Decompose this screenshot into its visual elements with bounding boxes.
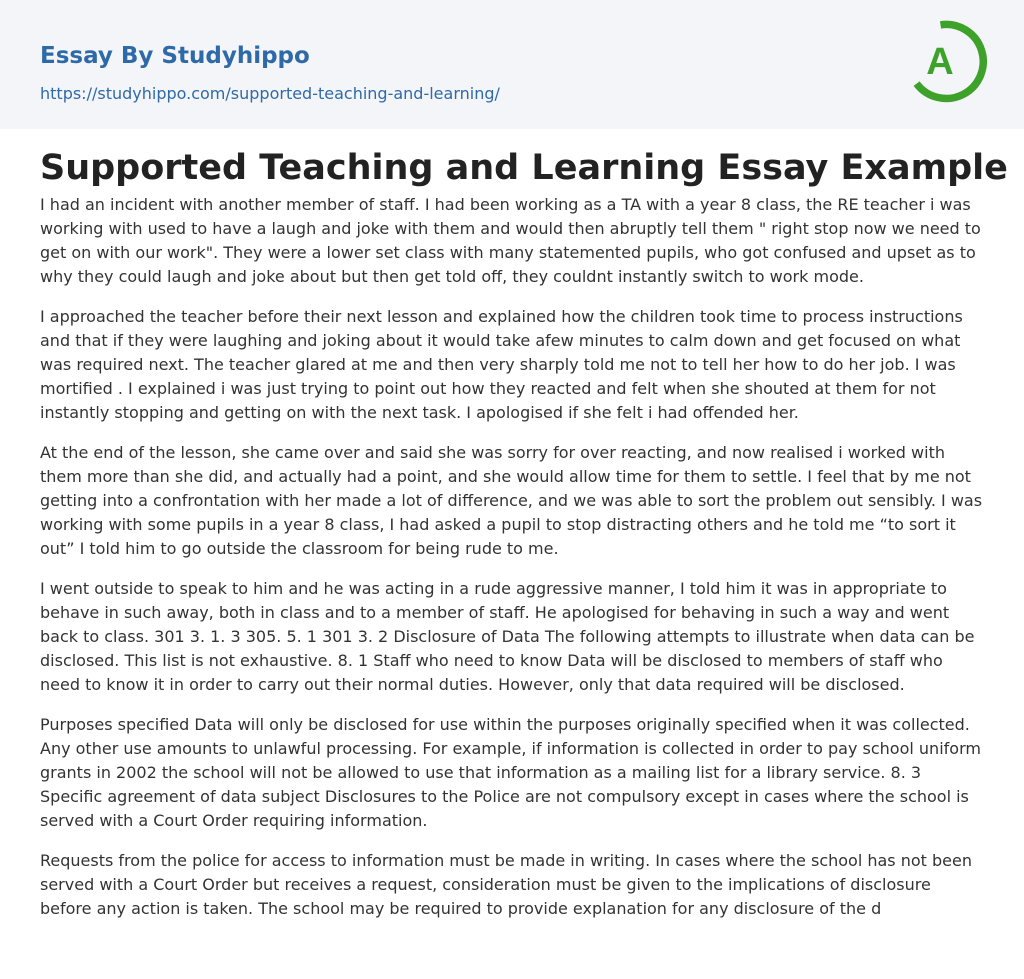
paragraph: Purposes specified Data will only be disclosed for use within the purposes originally specified when it was collected. Any other use amounts to unlawful processing. For example, if information is collected in order to pay school uniform grants in 2002 the school will not be allowed to use that information as a mailing list for a library service. 8. 3 Specific agreement of data subject Disclosures to the Police are not compulsory except in cases where the school is served with a Court Order requiring information. bbox=[40, 715, 981, 830]
paragraph: I approached the teacher before their next lesson and explained how the children took time to process instructions and that if they were laughing and joking about it would take afew minutes to calm down and get focused on what was required next. The teacher glared at me and then very sharply told me not to tell her how to do her job. I was mortified . I explained i was just trying to point out how they reacted and felt when she shouted at them for not instantly stopping and getting on with the next task. I apologised if she felt i had offended her. bbox=[40, 307, 963, 422]
paragraph: I went outside to speak to him and he was acting in a rude aggressive manner, I told him it was in appropriate to behave in such away, both in class and to a member of staff. He apologised for behaving in such a way and went back to class. 301 3. 1. 3 305. 5. 1 301 3. 2 Disclosure of Data The following attempts to illustrate when data can be disclosed. This list is not exhaustive. 8. 1 Staff who need to know Data will be disclosed to members of staff who need to know it in order to carry out their normal duties. However, only that data required will be disclosed. bbox=[40, 579, 975, 694]
logo-letter: A bbox=[926, 41, 954, 83]
studyhippo-logo-icon[interactable] bbox=[912, 19, 988, 105]
brand-title[interactable]: Essay By Studyhippo bbox=[40, 43, 310, 69]
paragraph: At the end of the lesson, she came over and said she was sorry for over reacting, and now realised i worked with them more than she did, and actually had a point, and she would allow time for them to settle. I feel that by me not getting into a confrontation with her made a lot of difference, and we was able to sort the problem out sensibly. I was working with some pupils in a year 8 class, I had asked a pupil to stop distracting others and he told me “to sort it out” I told him to go outside the classroom for being rude to me. bbox=[40, 443, 983, 558]
source-url-link[interactable]: https://studyhippo.com/supported-teaching-and-learning/ bbox=[40, 84, 500, 103]
paragraph: I had an incident with another member of staff. I had been working as a TA with a year 8 class, the RE teacher i was working with used to have a laugh and joke with them and would then abruptly tell them " right stop now we need to get on with our work". They were a lower set class with many statemented pupils, who got confused and upset as to why they could laugh and joke about but then get told off, they couldnt instantly switch to work mode. bbox=[40, 195, 981, 286]
page-title: Supported Teaching and Learning Essay Example bbox=[40, 148, 1008, 188]
site-header bbox=[0, 0, 1024, 129]
article bbox=[0, 129, 1024, 921]
paragraph: Requests from the police for access to information must be made in writing. In cases where the school has not been served with a Court Order but receives a request, consideration must be given to the implications of disclosure before any action is taken. The school may be required to provide explanation for any disclosure of the d bbox=[40, 851, 972, 918]
